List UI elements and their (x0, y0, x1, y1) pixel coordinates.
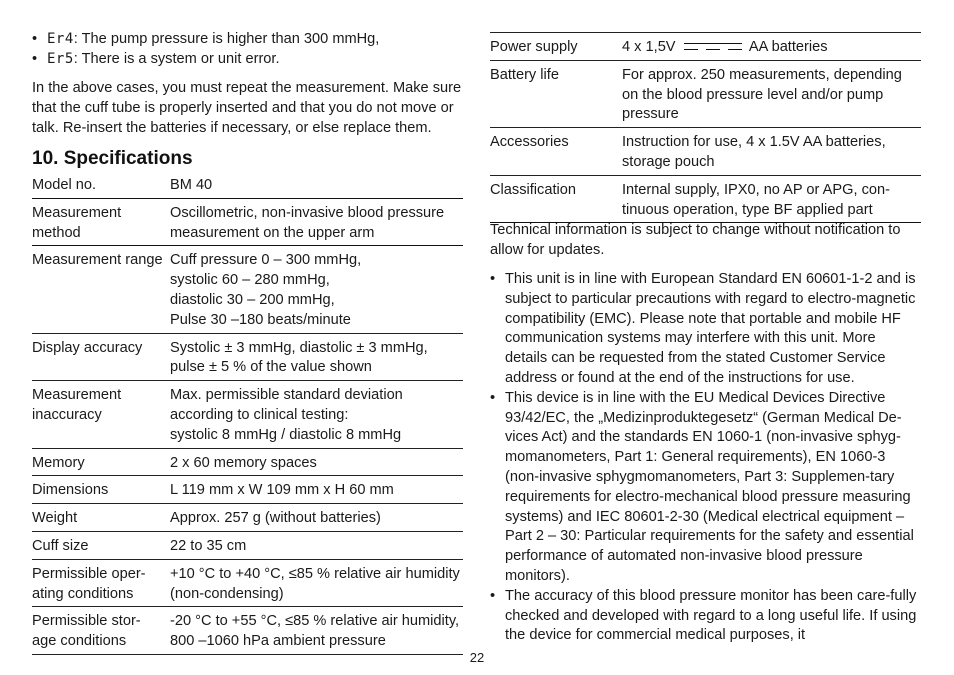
error-text: : There is a system or unit error. (73, 50, 280, 67)
spec-value: L 119 mm x W 109 mm x H 60 mm (170, 482, 394, 499)
spec-row-accessories (490, 128, 921, 176)
spec-row-inaccuracy (32, 381, 463, 448)
spec-label: Power supply (490, 39, 578, 55)
spec-value: 2 x 60 memory spaces (170, 454, 317, 471)
section-heading: 10. Specifications (32, 148, 193, 169)
spec-value: 22 to 35 cm (170, 537, 247, 554)
spec-row-cuff-size (32, 531, 463, 559)
specifications-table (32, 171, 463, 655)
direct-current-icon (684, 42, 742, 52)
spec-row-operating (32, 559, 463, 607)
spec-label: Accessories (490, 134, 569, 151)
spec-value: Approx. 257 g (without batteries) (170, 510, 381, 527)
spec-label: Weight (32, 510, 78, 527)
spec-label: Permissible oper- ating conditions (32, 565, 146, 602)
compliance-list (490, 270, 921, 646)
power-voltage: 4 x 1,5V (622, 39, 676, 55)
spec-value (622, 33, 921, 61)
repeat-measurement-paragraph: In the above cases, you must repeat the measurement. Make sure that the cuff tube is properly inserted and that you do not move or talk. Re-insert the batteries if necessary, or else replace them. (32, 80, 462, 136)
compliance-item-emc: • This unit is in line with European Standard EN 60601-1-2 and is subject to particular precautions with regard to electro-magnetic compatibility (EMC). Please note that portable and mobile HF communication systems may interfere with this unit. More details can be requested from the stated Customer Service address or found at the end of the instructions for use. (490, 270, 921, 389)
page-number: 22 (469, 650, 485, 665)
spec-row-memory (32, 448, 463, 476)
spec-row-range (32, 246, 463, 333)
error-text: : The pump pressure is higher than 300 mmHg, (73, 31, 380, 47)
spec-value: +10 °C to +40 °C, ≤85 % relative air humidity (non-condensing) (170, 565, 460, 602)
spec-label: Classification (490, 181, 576, 198)
spec-value: BM 40 (170, 177, 213, 193)
spec-row-display-accuracy (32, 333, 463, 381)
compliance-item-directive: • This device is in line with the EU Medical Devices Directive 93/42/EC, the „Medizinproduktegesetz“ (German Medical De-vices Act) and the standards EN 1060-1 (non-invasive sphyg-momanometers, Part 1: General requirements), EN 1060-3 (non-invasive sphygmomanometers, Part 3: Supplemen-tary requirements for electro-mechanical blood pressure measuring systems) and IEC 80601-2-30 (Medical electrical equipment – Part 2 – 30: Particular requirements for the safety and essential performance of automated non-invasive blood pressure monitors). (490, 389, 921, 587)
spec-row-method (32, 198, 463, 246)
spec-label: Display accuracy (32, 339, 143, 356)
spec-value: For approx. 250 measurements, depending on the blood pressure level and/or pump pressure (622, 66, 902, 123)
power-battery-type: AA batteries (748, 39, 828, 55)
spec-value: Oscillometric, non-invasive blood pressure measurement on the upper arm (170, 204, 445, 241)
specifications-table-continued (490, 32, 921, 223)
spec-label: Dimensions (32, 482, 109, 499)
error-code: Er4 (47, 31, 74, 47)
spec-value: Cuff pressure 0 – 300 mmHg, systolic 60 – 280 mmHg, diastolic 30 – 200 mmHg, Pulse 30 –180 beats/minute (170, 252, 362, 328)
spec-value: Max. permissible standard deviation according to clinical testing: systolic 8 mmHg / diastolic 8 mmHg (170, 387, 403, 443)
technical-change-note: Technical information is subject to change without notification to allow for updates. (490, 222, 901, 258)
spec-row-weight (32, 504, 463, 532)
spec-label: Battery life (490, 66, 559, 83)
spec-value: Systolic ± 3 mmHg, diastolic ± 3 mmHg, pulse ± 5 % of the value shown (170, 339, 428, 376)
spec-row-power-supply (490, 33, 921, 61)
spec-row-battery-life (490, 60, 921, 127)
spec-row-dimensions (32, 476, 463, 504)
error-item-er4 (32, 30, 463, 50)
spec-value: Internal supply, IPX0, no AP or APG, con- tinuous operation, type BF applied part (622, 181, 890, 218)
spec-label: Measurement method (32, 204, 122, 241)
spec-row-model (32, 171, 463, 198)
error-item-er5 (32, 50, 463, 70)
spec-value: -20 °C to +55 °C, ≤85 % relative air humidity, 800 –1060 hPa ambient pressure (170, 613, 460, 650)
spec-value: Instruction for use, 4 x 1.5V AA batteries, storage pouch (622, 134, 886, 170)
error-code: Er5 (47, 50, 74, 67)
spec-label: Measurement range (32, 252, 163, 269)
spec-label: Model no. (32, 177, 97, 193)
compliance-item-accuracy: • The accuracy of this blood pressure monitor has been care-fully checked and developed with regard to a long useful life. If using the device for commercial medical purposes, it (490, 587, 921, 646)
spec-label: Permissible stor- age conditions (32, 613, 141, 650)
error-code-list (32, 30, 463, 70)
spec-label: Measurement inaccuracy (32, 387, 122, 423)
spec-label: Memory (32, 454, 85, 471)
spec-row-classification (490, 175, 921, 223)
spec-label: Cuff size (32, 537, 89, 554)
